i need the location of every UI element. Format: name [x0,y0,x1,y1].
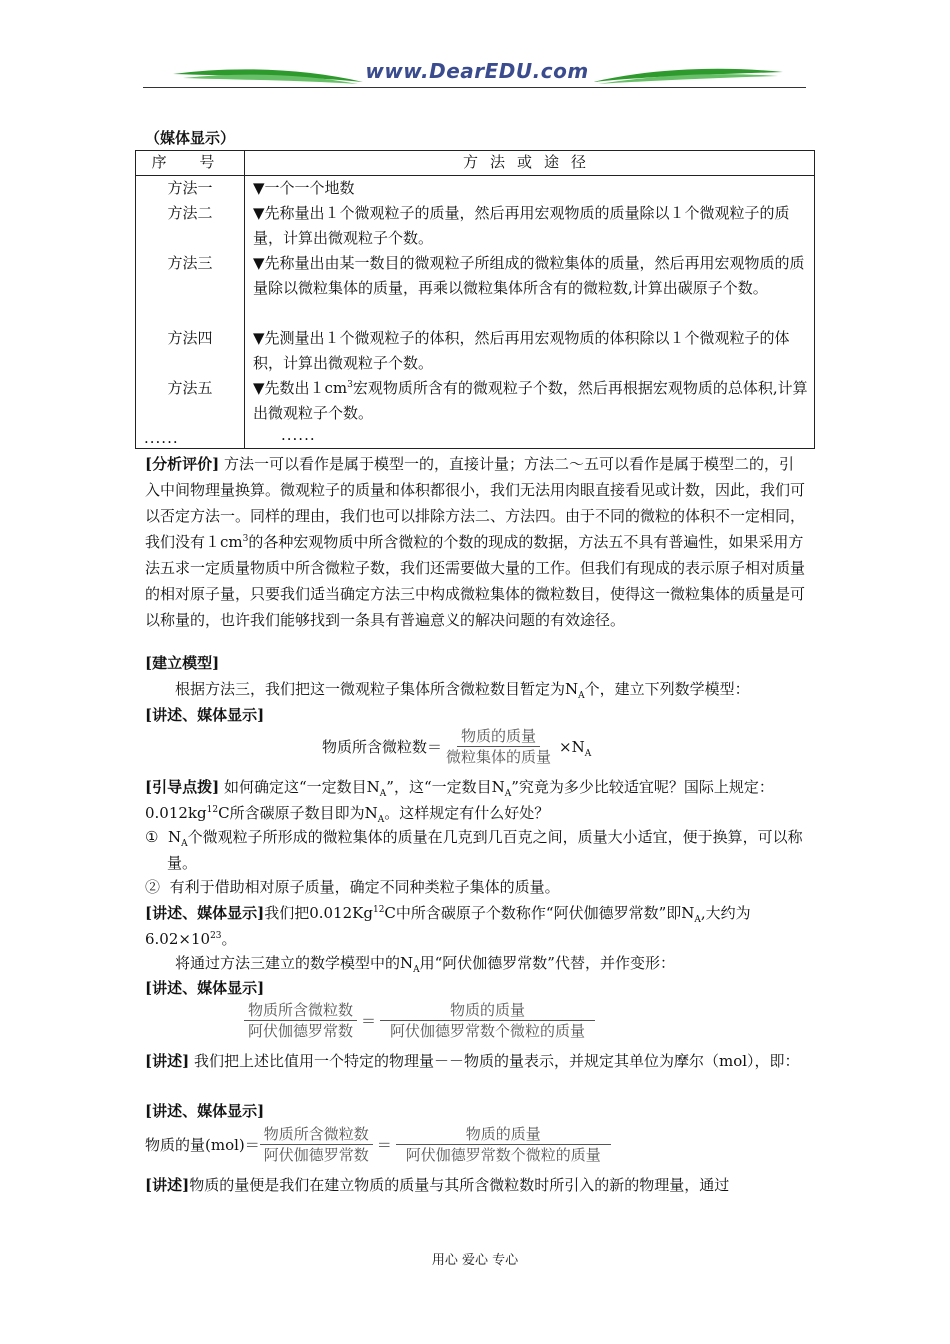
method-1: ▼一个一个地数 [253,179,355,197]
header-rule [143,87,806,88]
formula-2: $\frac{\text{物质所含微粒数}}{\text{阿伏伽德罗常数}}$ ＝ $\frac{\text{物质的质量}}{\text{阿伏伽德罗常数个微粒的质量}}$ [244,1000,595,1041]
narrate-paragraph-5: [讲述]物质的量便是我们在建立物质的质量与其所含微粒数时所引入的新的物理量，通过 [145,1176,730,1194]
page-footer: 用心 爱心 专心 [431,1253,519,1268]
header-swoosh-left-icon [173,64,363,88]
narrate-label-4: [讲述、媒体显示] [145,1102,265,1120]
analysis-paragraph: [分析评价] 方法一可以看作是属于模型一的，直接计量；方法二～五可以看作是属于模型二的，引入中间物理量换算。微观粒子的质量和体积都很小，我们无法用肉眼直接看见或计数，因此，我们可以否定方法一。同样的理由，我们也可以排除方法二、方法四。由于不同的微粒的体积不一定相同，我们没有$1cm^3$的各种宏观物质中所含微粒的个数的现成的数据，方法五不具有普遍性，如果采用方法五求一定质量物质中所含微粒子数，我们还需要做大量的工作。但我们有现成的表示原子相对质量的相对原子量，只要我们适当确定方法三中构成微粒集体的微粒数目，使得这一微粒集体的质量是可以称量的，也许我们能够找到一条具有普遍意义的解决问题的有效途径。 [145,455,806,629]
method-5: ▼先数出$1cm^3$宏观物质所含有的微观粒子个数，然后再根据宏观物质的总体积,计算出微观粒子个数。 [253,379,808,422]
avogadro-paragraph: [讲述、媒体显示]我们把0.012Kg$^{12}$C中所含碳原子个数称作“阿伏伽德罗常数”即$N_A$,大约为$6.02\times 10^{23}$。 [145,904,751,948]
formula-2-right-fraction: $\frac{\text{物质的质量}}{\text{阿伏伽德罗常数个微粒的质量}}$ [380,1000,595,1041]
method-4: ▼先测量出１个微观粒子的体积，然后再用宏观物质的体积除以１个微观粒子的体积，计算出微观粒子个数。 [253,329,790,372]
model-label: [建立模型] [145,654,220,672]
table-body-row [136,176,815,449]
narrate-label-3: [讲述] [145,1052,190,1070]
seq-more: ...... [144,429,179,447]
seq-3: 方法三 [167,254,213,272]
model-paragraph: 根据方法三，我们把这一微观粒子集体所含微粒数目暂定为$N_A$个，建立下列数学模型： [175,680,750,701]
avogadro-label: [讲述、媒体显示] [145,904,265,922]
table-header-row [136,151,815,176]
col-header-seq: 序 号 [136,151,245,176]
formula-1-fraction: $\frac{\text{物质的质量}}{\text{微粒集体的质量}}$ [446,727,552,766]
method-2: ▼先称量出１个微观粒子的质量，然后再用宏观物质的质量除以１个微观粒子的质量，计算出微观粒子个数。 [253,204,790,247]
col-header-method: 方法或途径 [245,151,815,176]
narrate-paragraph-3: [讲述] 我们把上述比值用一个特定的物理量－－物质的量表示，并规定其单位为摩尔（mol），即： [145,1052,800,1070]
benefit-1: ① $N_A$个微观粒子所形成的微粒集体的质量在几克到几百克之间，质量大小适宜，便于换算，可以称量。 [145,828,803,872]
benefit-2: ② 有利于借助相对原子质量，确定不同种类粒子集体的质量。 [145,878,560,896]
analysis-label: [分析评价] [145,455,220,473]
formula-3: 物质的量(mol)＝ $\frac{\text{物质所含微粒数}}{\text{阿伏伽德罗常数}}$ ＝ $\frac{\text{物质的质量}}{\text{阿伏伽德罗常数个微粒的质量}}$ [145,1124,611,1165]
replace-paragraph: 将通过方法三建立的数学模型中的$N_A$用“阿伏伽德罗常数”代替，并作变形： [175,954,675,975]
formula-3-right-fraction: $\frac{\text{物质的质量}}{\text{阿伏伽德罗常数个微粒的质量}}$ [396,1124,611,1165]
seq-5: 方法五 [167,379,213,397]
guide-paragraph: [引导点拨] 如何确定这“一定数目$N_A$”，这“一定数目$N_A$”究竟为多少比较适宜呢？国际上规定：$0.012kg^{12}C$所含碳原子数目即为$N_A$。这样规定有什么好处？ [145,778,774,825]
section-label: （媒体显示） [145,129,236,147]
method-3: ▼先称量出由某一数目的微观粒子所组成的微粒集体的质量，然后再用宏观物质的质量除以微粒集体的质量，再乘以微粒集体所含有的微粒数,计算出碳原子个数。 [253,254,805,297]
seq-2: 方法二 [167,204,213,222]
page-header [143,56,806,92]
formula-3-left-fraction: $\frac{\text{物质所含微粒数}}{\text{阿伏伽德罗常数}}$ [260,1124,373,1165]
header-swoosh-right-icon [593,64,783,88]
narrate-label-1: [讲述、媒体显示] [145,706,265,724]
site-logo[interactable]: www.DearEDU.com [365,59,589,83]
method-more: ...... [281,426,316,444]
seq-1: 方法一 [167,179,213,197]
methods-table [135,150,815,449]
seq-4: 方法四 [167,329,213,347]
narrate-label-5: [讲述] [145,1176,190,1194]
formula-2-left-fraction: $\frac{\text{物质所含微粒数}}{\text{阿伏伽德罗常数}}$ [244,1000,357,1041]
seq-column [136,176,245,449]
method-column [245,176,815,449]
narrate-label-2: [讲述、媒体显示] [145,979,265,997]
formula-1: 物质所含微粒数＝ $\frac{\text{物质的质量}}{\text{微粒集体的质量}}$ $\times N_A$ [322,727,592,766]
guide-label: [引导点拨] [145,778,220,796]
